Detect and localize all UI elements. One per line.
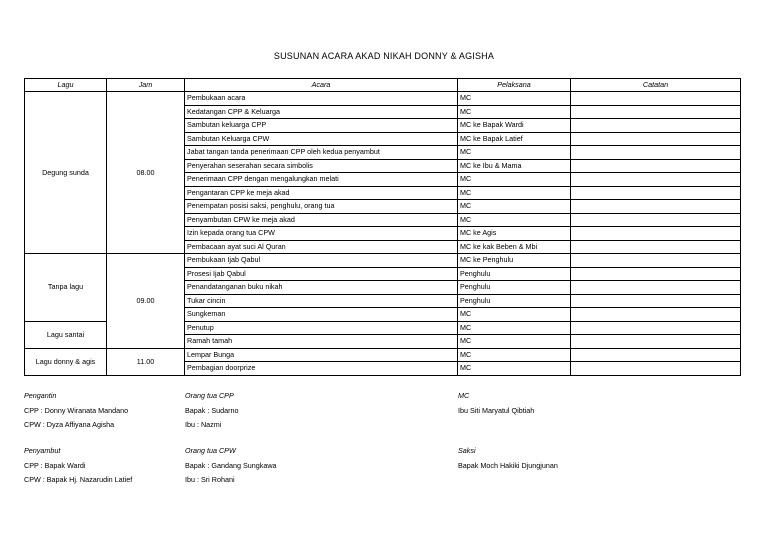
acara-cell: Ramah tamah: [185, 335, 458, 349]
acara-cell: Sambutan keluarga CPP: [185, 119, 458, 133]
catatan-cell: [571, 281, 741, 295]
column-header-pelaksana: Pelaksana: [458, 79, 571, 92]
acara-cell: Tukar cincin: [185, 294, 458, 308]
column-header-lagu: Lagu: [25, 79, 107, 92]
acara-cell: Kedatangan CPP & Keluarga: [185, 105, 458, 119]
orang-tua-cpp-bapak: Bapak : Sudarno: [185, 405, 239, 415]
column-header-catatan: Catatan: [571, 79, 741, 92]
acara-cell: Sungkeman: [185, 308, 458, 322]
acara-cell: Sambutan Keluarga CPW: [185, 132, 458, 146]
mc-name: Ibu Siti Maryatul Qibtiah: [458, 405, 535, 415]
acara-cell: Penandatanganan buku nikah: [185, 281, 458, 295]
pelaksana-cell: MC: [458, 146, 571, 160]
pengantin-cpp: CPP : Donny Wiranata Mandano: [24, 405, 129, 415]
catatan-cell: [571, 92, 741, 106]
penyambut-section: [24, 444, 132, 488]
pelaksana-cell: MC ke Ibu & Mama: [458, 159, 571, 173]
table-header-row: [25, 79, 741, 92]
pelaksana-cell: MC: [458, 200, 571, 214]
acara-cell: Pembukaan Ijab Qabul: [185, 254, 458, 268]
mc-section: [458, 389, 534, 418]
catatan-cell: [571, 321, 741, 335]
acara-cell: Penerimaan CPP dengan mengalungkan melati: [185, 173, 458, 187]
catatan-cell: [571, 159, 741, 173]
pelaksana-cell: MC ke Bapak Wardi: [458, 119, 571, 133]
orang-tua-cpp-section: [185, 389, 239, 433]
orang-tua-cpp-ibu: Ibu : Nazmi: [185, 420, 222, 429]
orang-tua-cpw-ibu: Ibu : Sri Rohani: [185, 475, 235, 484]
acara-cell: Penyambutan CPW ke meja akad: [185, 213, 458, 227]
acara-cell: Prosesi Ijab Qabul: [185, 267, 458, 281]
penyambut-cpw: CPW : Bapak Hj. Nazarudin Latief: [24, 475, 133, 484]
penyambut-heading: Penyambut: [24, 446, 61, 455]
lagu-cell: Lagu santai: [25, 321, 107, 348]
catatan-cell: [571, 213, 741, 227]
acara-cell: Pembacaan ayat suci Al Quran: [185, 240, 458, 254]
pelaksana-cell: Penghulu: [458, 267, 571, 281]
table-row: [25, 92, 741, 106]
catatan-cell: [571, 119, 741, 133]
catatan-cell: [571, 294, 741, 308]
acara-cell: Izin kepada orang tua CPW: [185, 227, 458, 241]
jam-cell: 09.00: [107, 254, 185, 349]
penyambut-cpp: CPP : Bapak Wardi: [24, 460, 86, 470]
orang-tua-cpw-bapak: Bapak : Gandang Sungkawa: [185, 460, 277, 470]
column-header-acara: Acara: [185, 79, 458, 92]
pelaksana-cell: MC: [458, 186, 571, 200]
jam-cell: 08.00: [107, 92, 185, 254]
catatan-cell: [571, 105, 741, 119]
catatan-cell: [571, 132, 741, 146]
acara-cell: Pembukaan acara: [185, 92, 458, 106]
catatan-cell: [571, 240, 741, 254]
pengantin-heading: Pengantin: [24, 391, 57, 400]
lagu-cell: Lagu donny & agis: [25, 348, 107, 375]
pengantin-section: [24, 389, 128, 433]
pelaksana-cell: Penghulu: [458, 294, 571, 308]
pelaksana-cell: Penghulu: [458, 281, 571, 295]
pelaksana-cell: MC: [458, 213, 571, 227]
pelaksana-cell: MC ke Bapak Latief: [458, 132, 571, 146]
catatan-cell: [571, 348, 741, 362]
acara-cell: Lempar Bunga: [185, 348, 458, 362]
acara-cell: Penyerahan seserahan secara simbolis: [185, 159, 458, 173]
lagu-cell: Degung sunda: [25, 92, 107, 254]
pelaksana-cell: MC: [458, 362, 571, 376]
jam-cell: 11.00: [107, 348, 185, 375]
catatan-cell: [571, 267, 741, 281]
column-header-jam: Jam: [107, 79, 185, 92]
orang-tua-cpw-section: [185, 444, 277, 488]
pelaksana-cell: MC: [458, 308, 571, 322]
catatan-cell: [571, 254, 741, 268]
saksi-section: [458, 444, 558, 473]
pelaksana-cell: MC: [458, 173, 571, 187]
pelaksana-cell: MC ke Agis: [458, 227, 571, 241]
mc-heading: MC: [458, 391, 470, 400]
orang-tua-cpp-heading: Orang tua CPP: [185, 391, 234, 400]
catatan-cell: [571, 173, 741, 187]
saksi-heading: Saksi: [458, 446, 476, 455]
table-row: [25, 254, 741, 268]
acara-cell: Penutup: [185, 321, 458, 335]
catatan-cell: [571, 335, 741, 349]
acara-cell: Penempatan posisi saksi, penghulu, orang tua: [185, 200, 458, 214]
schedule-table: [24, 78, 741, 376]
pelaksana-cell: MC: [458, 92, 571, 106]
pelaksana-cell: MC: [458, 335, 571, 349]
pengantin-cpw: CPW : Dyza Affiyana Agisha: [24, 420, 115, 429]
table-row: [25, 348, 741, 362]
pelaksana-cell: MC ke kak Beben & Mbi: [458, 240, 571, 254]
catatan-cell: [571, 362, 741, 376]
orang-tua-cpw-heading: Orang tua CPW: [185, 446, 236, 455]
catatan-cell: [571, 200, 741, 214]
document-title: SUSUNAN ACARA AKAD NIKAH DONNY & AGISHA: [273, 51, 495, 61]
saksi-name: Bapak Moch Hakiki Djungjunan: [458, 460, 558, 470]
acara-cell: Pembagian doorprize: [185, 362, 458, 376]
pelaksana-cell: MC: [458, 348, 571, 362]
catatan-cell: [571, 186, 741, 200]
pelaksana-cell: MC: [458, 321, 571, 335]
catatan-cell: [571, 227, 741, 241]
pelaksana-cell: MC: [458, 105, 571, 119]
catatan-cell: [571, 308, 741, 322]
acara-cell: Pengantaran CPP ke meja akad: [185, 186, 458, 200]
catatan-cell: [571, 146, 741, 160]
pelaksana-cell: MC ke Penghulu: [458, 254, 571, 268]
lagu-cell: Tanpa lagu: [25, 254, 107, 322]
acara-cell: Jabat tangan tanda penerimaan CPP oleh kedua penyambut: [185, 146, 458, 160]
